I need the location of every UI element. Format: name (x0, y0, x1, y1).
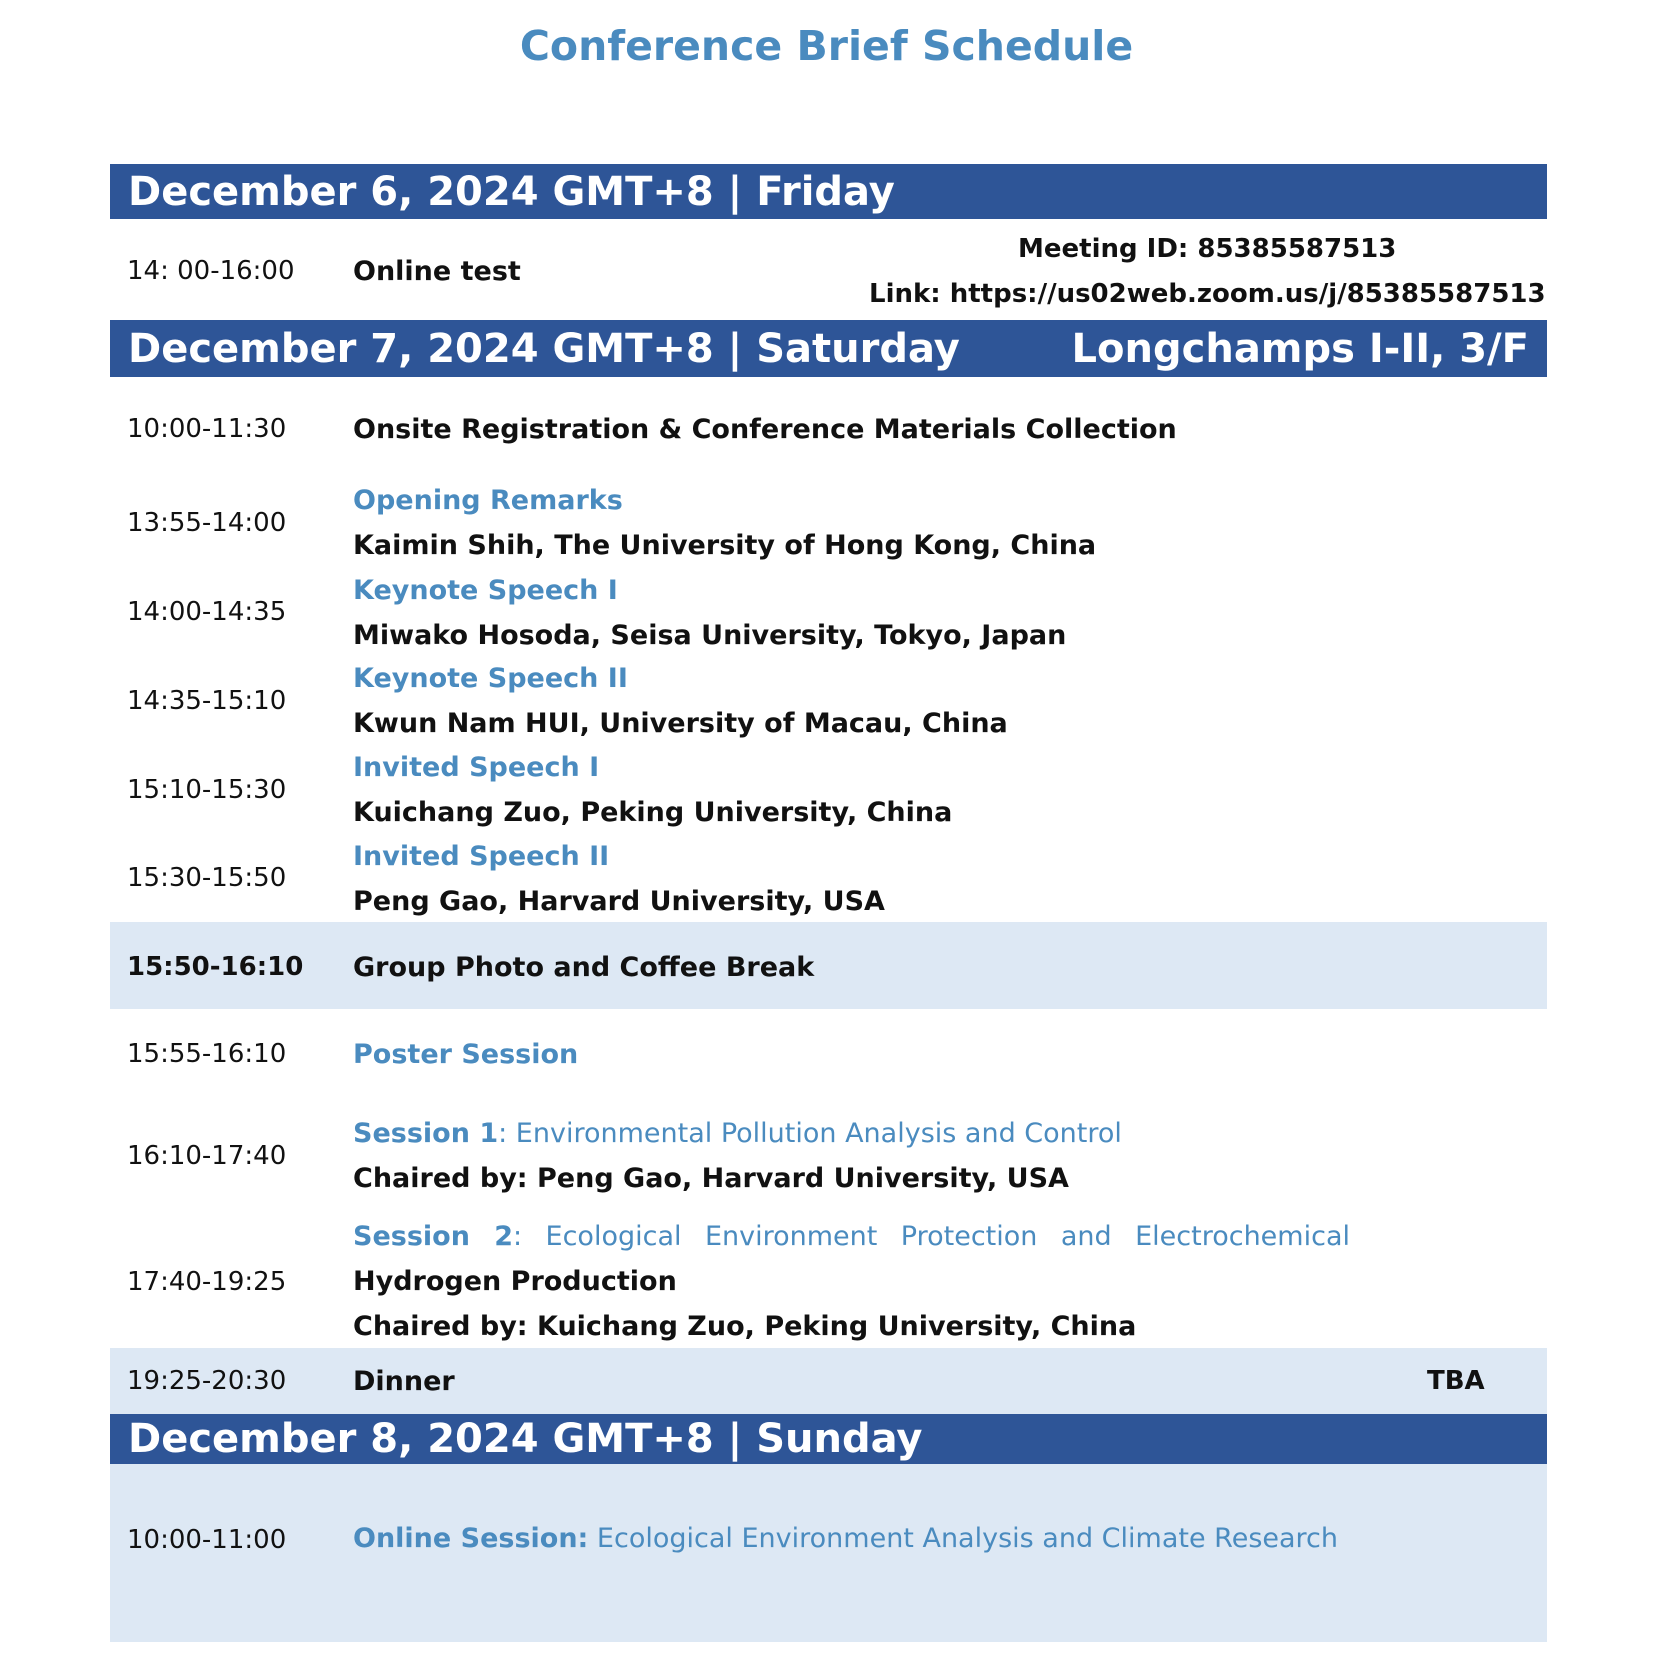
speaker: Kaimin Shih, The University of Hong Kong, China (353, 530, 1097, 561)
session-topic: : Ecological Environment Protection and Electrochemical (512, 1221, 1350, 1252)
day-date: December 7, 2024 GMT+8 | Saturday (128, 325, 960, 372)
event-coffee-break: Group Photo and Coffee Break (353, 952, 815, 983)
day-date: December 6, 2024 GMT+8 | Friday (128, 168, 895, 215)
session-1-heading (353, 1118, 1122, 1149)
time-slot: 15:55-16:10 (127, 1039, 287, 1069)
event-registration: Onsite Registration & Conference Materials Collection (353, 414, 1177, 445)
session-chair: Chaired by: Kuichang Zuo, Peking University, China (353, 1311, 1137, 1342)
session-title-poster: Poster Session (353, 1039, 579, 1070)
time-slot: 15:30-15:50 (127, 863, 287, 893)
time-slot: 14:00-14:35 (127, 597, 287, 627)
day-date: December 8, 2024 GMT+8 | Sunday (128, 1416, 923, 1462)
time-online-test: 14: 00-16:00 (127, 256, 295, 286)
session-label: Online Session: (353, 1523, 589, 1554)
session-topic-continued: Hydrogen Production (353, 1266, 677, 1297)
day-header-dec6 (110, 164, 1547, 219)
session-title-invited-1: Invited Speech I (353, 752, 600, 783)
meeting-id: Meeting ID: 85385587513 (1018, 234, 1397, 264)
coffee-break-band (110, 922, 1547, 1009)
dinner-band (110, 1348, 1547, 1414)
day-header-dec7 (110, 320, 1547, 377)
session-title-keynote-2: Keynote Speech II (353, 663, 628, 694)
speaker: Kwun Nam HUI, University of Macau, China (353, 708, 1008, 739)
speaker: Peng Gao, Harvard University, USA (353, 886, 885, 917)
time-slot: 13:55-14:00 (127, 508, 287, 538)
time-slot: 17:40-19:25 (127, 1267, 287, 1297)
session-2-heading (353, 1221, 1350, 1252)
event-online-test: Online test (353, 256, 521, 287)
meeting-link[interactable]: Link: https://us02web.zoom.us/j/85385587513 (869, 279, 1546, 309)
online-session-heading (353, 1523, 1338, 1554)
time-slot: 16:10-17:40 (127, 1141, 287, 1171)
speaker: Kuichang Zuo, Peking University, China (353, 797, 953, 828)
speaker: Miwako Hosoda, Seisa University, Tokyo, Japan (353, 620, 1067, 651)
session-title-opening: Opening Remarks (353, 485, 623, 516)
session-label: Session 1 (353, 1118, 499, 1149)
day-header-dec8 (110, 1414, 1547, 1464)
session-title-keynote-1: Keynote Speech I (353, 575, 618, 606)
time-slot: 10:00-11:00 (127, 1525, 287, 1555)
time-slot: 14:35-15:10 (127, 686, 287, 716)
time-slot: 10:00-11:30 (127, 414, 287, 444)
session-label: Session 2 (353, 1221, 513, 1252)
time-slot: 19:25-20:30 (127, 1366, 287, 1396)
day-venue: Longchamps I-II, 3/F (1071, 325, 1529, 372)
time-slot: 15:10-15:30 (127, 775, 287, 805)
event-dinner: Dinner (353, 1366, 455, 1397)
dinner-location: TBA (1427, 1366, 1485, 1396)
session-topic: Ecological Environment Analysis and Climate Research (588, 1523, 1339, 1554)
session-chair: Chaired by: Peng Gao, Harvard University, USA (353, 1163, 1069, 1194)
time-slot: 15:50-16:10 (127, 952, 304, 982)
session-title-invited-2: Invited Speech II (353, 841, 610, 872)
page-title: Conference Brief Schedule (519, 22, 1134, 70)
session-topic: : Environmental Pollution Analysis and Control (498, 1118, 1122, 1149)
